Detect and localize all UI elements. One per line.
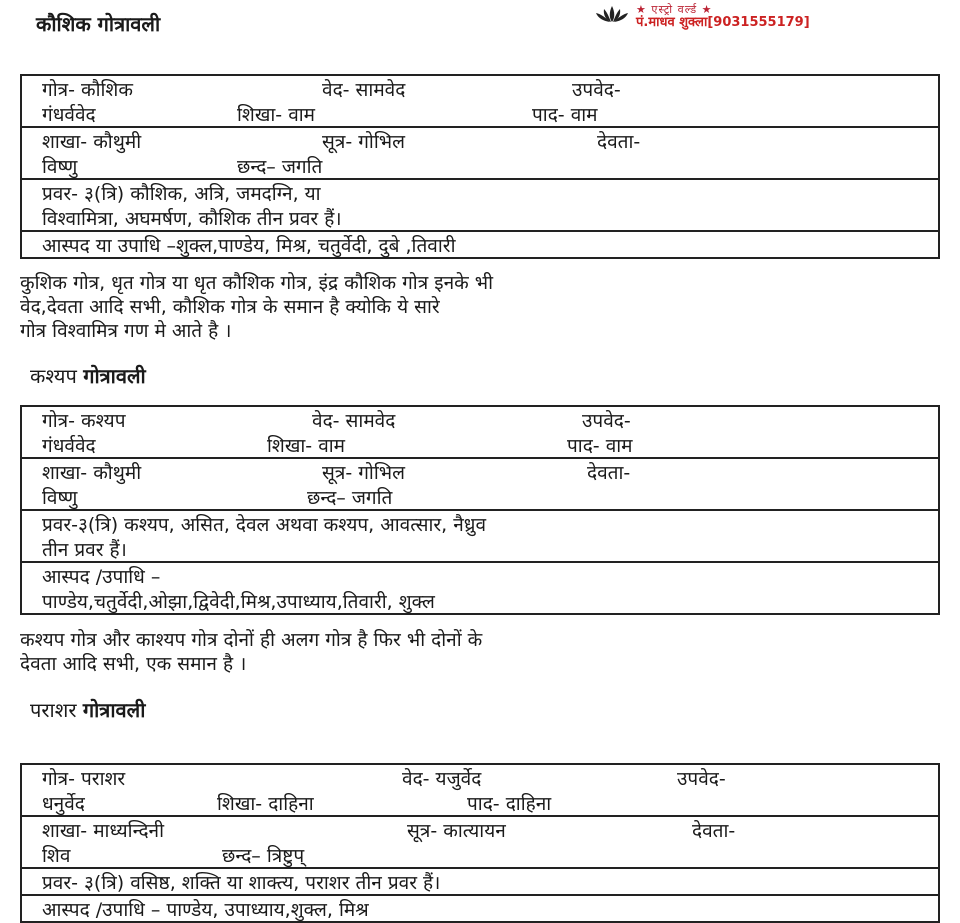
section-title-bold: गोत्रावली — [82, 698, 146, 722]
gotra-table-kaushik — [20, 74, 940, 259]
table-line — [22, 407, 938, 432]
table-row — [22, 76, 938, 128]
table-line — [22, 205, 938, 230]
section-title-kaushik — [36, 10, 160, 37]
table-cell: वेद- सामवेद — [312, 410, 396, 432]
table-cell: विष्णु — [42, 487, 78, 509]
section-note-kashyap — [20, 628, 940, 676]
section-title-plain: कश्यप — [30, 364, 84, 388]
table-cell: छन्द– जगति — [237, 156, 323, 178]
table-cell: वेद- सामवेद — [322, 79, 406, 101]
table-cell: पाद- वाम — [532, 104, 598, 126]
table-line — [22, 896, 938, 921]
table-row — [22, 511, 938, 563]
table-row — [22, 563, 938, 613]
watermark-phone: [9031555179] — [707, 15, 810, 30]
table-line — [22, 153, 938, 178]
watermark-tagline: ★ एस्ट्रो वर्ल्ड ★ — [636, 3, 713, 16]
section-title-parashar — [30, 696, 145, 723]
table-line — [22, 817, 938, 842]
table-cell: छन्द– जगति — [307, 487, 393, 509]
table-cell: गोत्र- कौशिक — [42, 79, 133, 101]
section-title-bold: कौशिक गोत्रावली — [36, 12, 161, 36]
table-cell: पाद- दाहिना — [467, 793, 552, 815]
table-row — [22, 459, 938, 511]
table-cell: सूत्र- कात्यायन — [407, 820, 506, 842]
table-cell: पाद- वाम — [567, 435, 633, 457]
note-line: वेद,देवता आदि सभी, कौशिक गोत्र के समान है क्योकि ये सारे — [20, 296, 440, 318]
table-line — [22, 842, 938, 867]
table-cell: शिव — [42, 845, 71, 867]
table-row — [22, 765, 938, 817]
table-line — [22, 128, 938, 153]
table-cell: विश्वामित्रा, अघमर्षण, कौशिक तीन प्रवर हैं। — [42, 208, 342, 230]
note-line: कुशिक गोत्र, धृत गोत्र या धृत कौशिक गोत्र, इंद्र कौशिक गोत्र इनके भी — [20, 272, 494, 294]
table-cell: प्रवर- ३(त्रि) वसिष्ठ, शक्ति या शाक्त्य, पराशर तीन प्रवर हैं। — [42, 872, 441, 894]
table-cell: शाखा- कौथुमी — [42, 131, 142, 153]
section-title-plain: पराशर — [30, 698, 83, 722]
table-cell: शाखा- माध्यन्दिनी — [42, 820, 164, 842]
table-cell: वेद- यजुर्वेद — [402, 768, 482, 790]
table-row — [22, 817, 938, 869]
note-line: देवता आदि सभी, एक समान है । — [20, 653, 247, 675]
watermark-name: पं.माधव शुक्ला — [636, 15, 708, 30]
table-row — [22, 232, 938, 257]
table-cell: गोत्र- कश्यप — [42, 410, 126, 432]
gotra-table-parashar — [20, 763, 940, 923]
table-cell: सूत्र- गोभिल — [322, 131, 406, 153]
watermark-author — [636, 12, 810, 30]
table-cell: आस्पद /उपाधि – — [42, 566, 161, 588]
table-cell: आस्पद या उपाधि –शुक्ल,पाण्डेय, मिश्र, चतुर्वेदी, दुबे ,तिवारी — [42, 235, 456, 257]
table-row — [22, 180, 938, 232]
table-cell: शिखा- वाम — [237, 104, 316, 126]
table-line — [22, 101, 938, 126]
table-cell: गोत्र- पराशर — [42, 768, 126, 790]
table-cell: गंधर्ववेद — [42, 104, 96, 126]
table-cell: शाखा- कौथुमी — [42, 462, 142, 484]
table-cell: उपवेद- — [572, 79, 621, 101]
table-cell: धनुर्वेद — [42, 793, 85, 815]
table-cell: पाण्डेय,चतुर्वेदी,ओझा,द्विवेदी,मिश्र,उपाध्याय,तिवारी, शुक्ल — [42, 591, 435, 613]
table-line — [22, 790, 938, 815]
table-line — [22, 76, 938, 101]
table-cell: आस्पद /उपाधि – पाण्डेय, उपाध्याय,शुक्ल, मिश्र — [42, 899, 369, 921]
table-line — [22, 180, 938, 205]
table-cell: देवता- — [597, 131, 641, 153]
table-cell: शिखा- वाम — [267, 435, 346, 457]
table-row — [22, 407, 938, 459]
lotus-icon — [592, 4, 632, 24]
table-cell: प्रवर- ३(त्रि) कौशिक, अत्रि, जमदग्नि, या — [42, 183, 321, 205]
table-line — [22, 432, 938, 457]
table-line — [22, 459, 938, 484]
table-cell: विष्णु — [42, 156, 78, 178]
table-row — [22, 869, 938, 896]
table-line — [22, 232, 938, 257]
table-line — [22, 869, 938, 894]
table-cell: छन्द– त्रिष्टुप् — [222, 845, 305, 867]
watermark — [592, 2, 952, 28]
table-line — [22, 511, 938, 536]
table-line — [22, 536, 938, 561]
table-cell: उपवेद- — [677, 768, 726, 790]
table-line — [22, 484, 938, 509]
table-cell: शिखा- दाहिना — [217, 793, 314, 815]
note-line: कश्यप गोत्र और काश्यप गोत्र दोनों ही अलग गोत्र है फिर भी दोनों के — [20, 629, 483, 651]
table-cell: सूत्र- गोभिल — [322, 462, 406, 484]
section-note-kaushik — [20, 271, 940, 343]
table-cell: तीन प्रवर हैं। — [42, 539, 127, 561]
table-cell: देवता- — [587, 462, 631, 484]
section-title-bold: गोत्रावली — [83, 364, 146, 388]
gotra-table-kashyap — [20, 405, 940, 615]
table-cell: गंधर्ववेद — [42, 435, 96, 457]
table-cell: देवता- — [692, 820, 736, 842]
table-line — [22, 563, 938, 588]
table-line — [22, 588, 938, 613]
section-title-kashyap — [30, 362, 146, 389]
table-line — [22, 765, 938, 790]
table-cell: प्रवर-३(त्रि) कश्यप, असित, देवल अथवा कश्यप, आवत्सार, नैध्रुव — [42, 514, 487, 536]
table-cell: उपवेद- — [582, 410, 631, 432]
table-row — [22, 128, 938, 180]
note-line: गोत्र विश्वामित्र गण मे आते है । — [20, 320, 232, 342]
table-row — [22, 896, 938, 921]
